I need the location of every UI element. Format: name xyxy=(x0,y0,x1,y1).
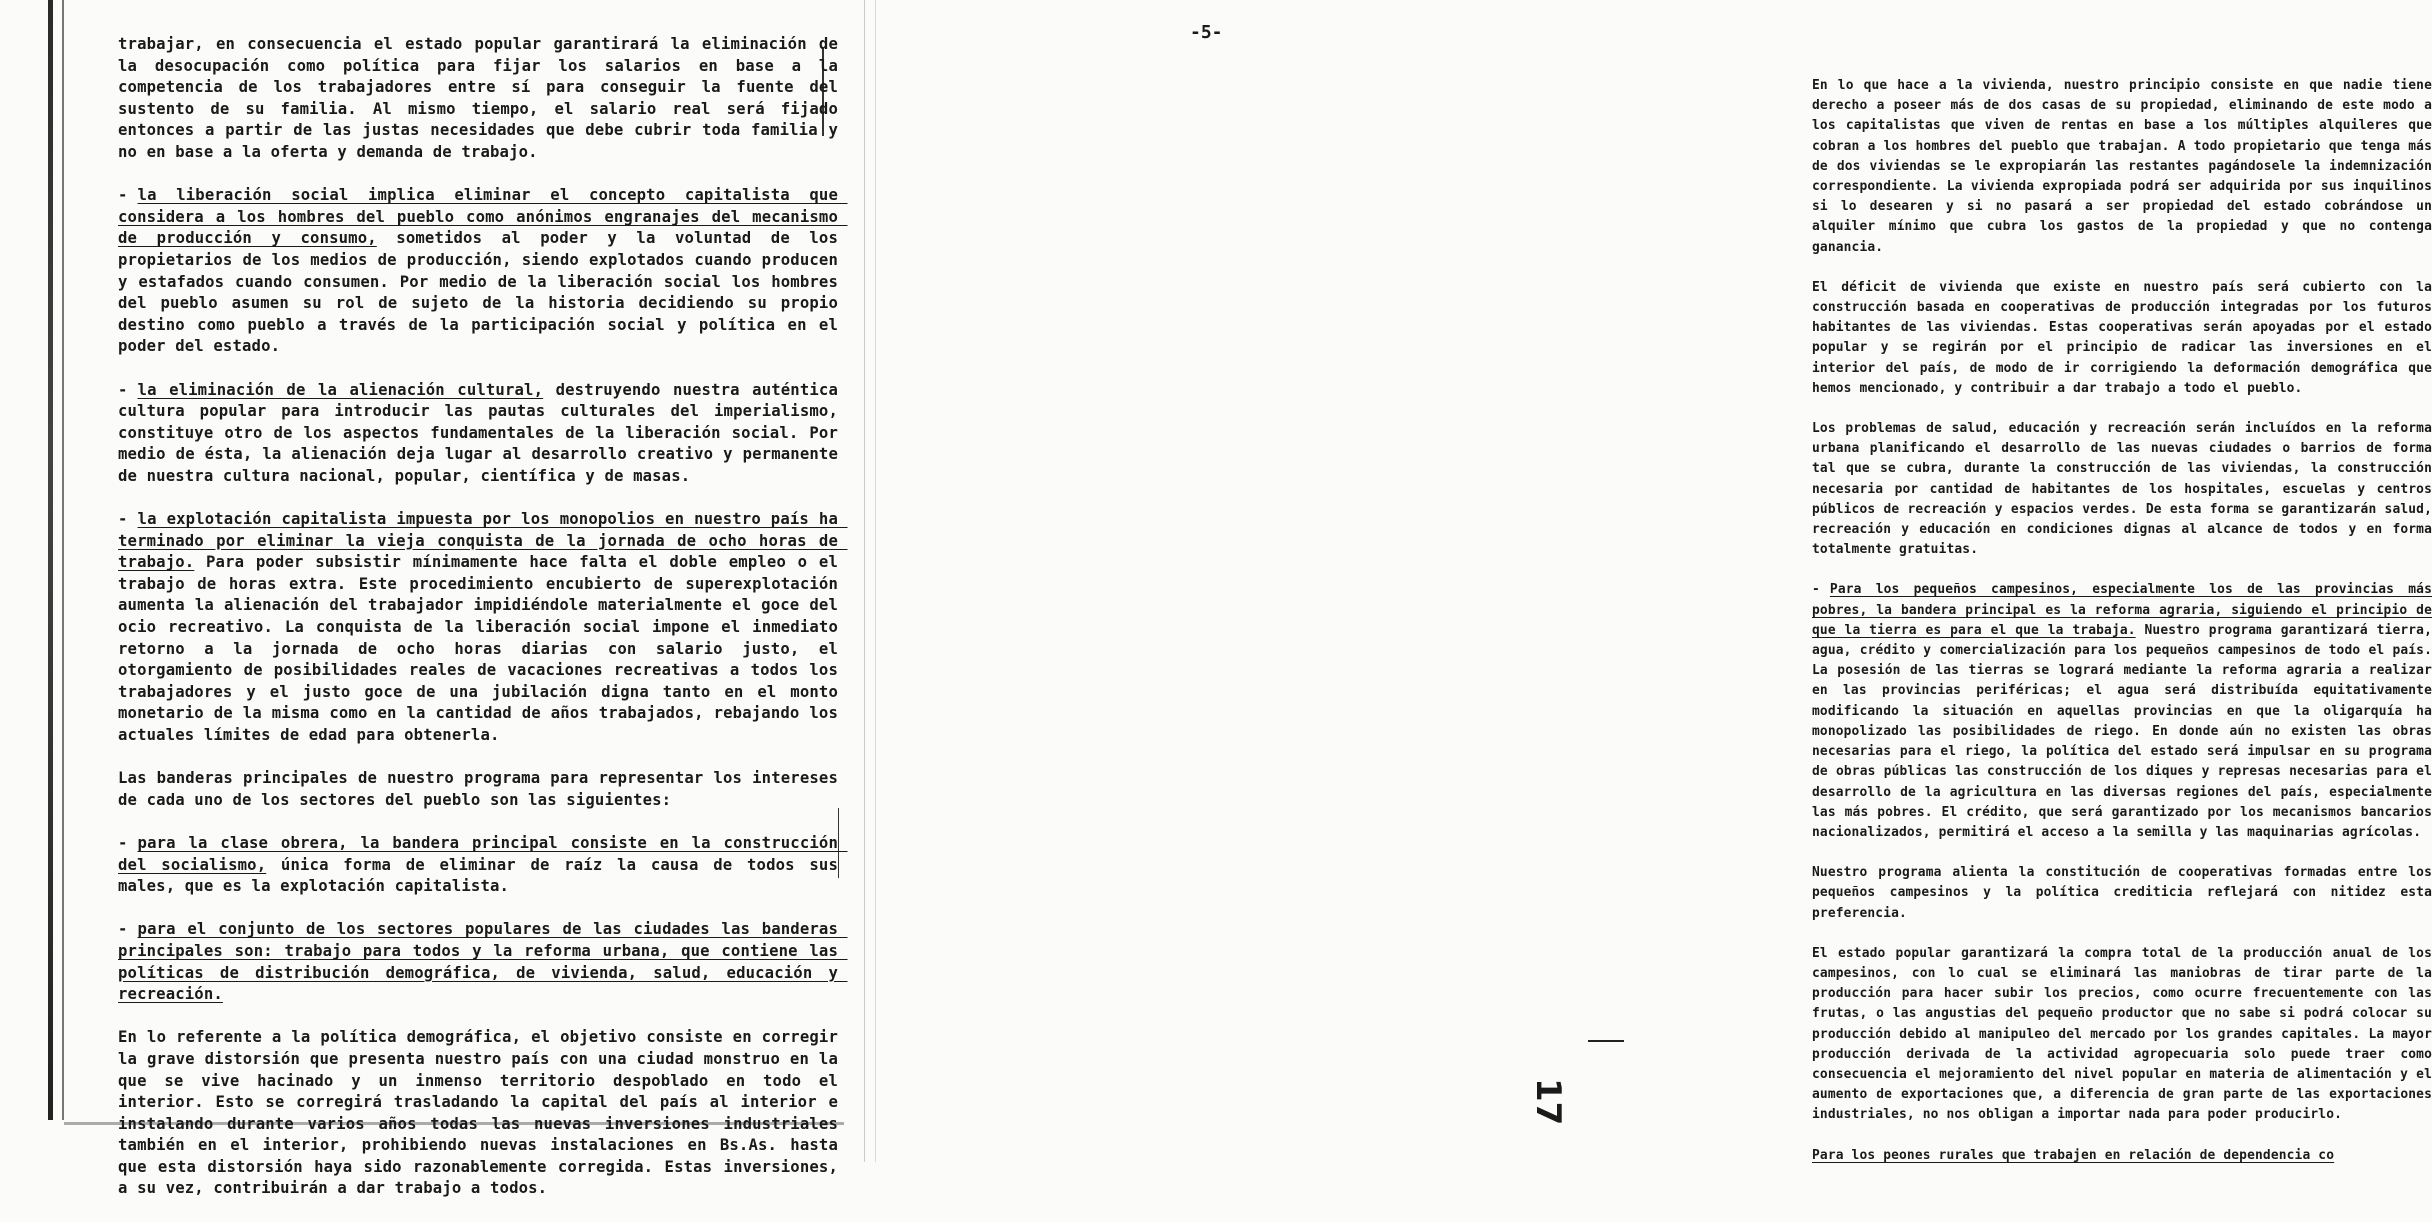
underlined-heading: Para los pequeños campesinos, especialmente los de las provincias más pobres, la bandera principal es la reforma agraria, siguiendo el principio de que la tierra es para el que la trabaja. xyxy=(1812,582,2432,638)
bullet-dash: - xyxy=(118,510,128,529)
paragraph-text: El estado popular garantizará la compra total de la producción anual de los campesinos, con lo cual se eliminará las maniobras de tirar parte de la producción para hacer subir los precios, como ocurre frecuentemente con las frutas, o las angustias del pequeño productor que no sabe si podrá colocar su producción debido al manipuleo del mercado por los grandes capitales. La mayor producción derivada de la actividad agropecuaria solo puede traer como consecuencia el mejoramiento del nivel popular en materia de alimentación y el aumento de exportaciones que, a diferencia de gran parte de las exportaciones industriales, no nos obligan a importar nada para poder producirlo. xyxy=(1812,945,2432,1123)
paragraph-text: En lo que hace a la vivienda, nuestro principio consiste en que nadie tiene derecho a poseer más de dos casas de su propiedad, eliminando de este modo a los capitalistas que viven de rentas en base a los múltiples alquileres que cobran a los hombres del pueblo que trabajan. A todo propietario que tenga más de dos viviendas se le expropiarán las restantes pagándosele la indemnización correspondiente. La vivienda expropiada podrá ser adquirida por sus inquilinos si lo desearen y si no pasará a ser propiedad del estado cobrándose un alquiler mínimo que cubra los gastos de la propiedad y que no contenga ganancia. xyxy=(1812,78,2432,255)
bullet-dash: - xyxy=(1812,582,1820,598)
paragraph-text: Las banderas principales de nuestro programa para representar los intereses de cada uno de los sectores del pueblo son las siguientes: xyxy=(118,769,848,809)
bullet-dash: - xyxy=(118,920,128,939)
page-number: 17 xyxy=(1528,1078,1568,1126)
bullet-dash: - xyxy=(118,186,128,205)
paragraph xyxy=(1812,419,2432,560)
left-page-text xyxy=(118,34,848,1222)
underlined-heading: la explotación capitalista impuesta por los monopolios en nuestro país ha terminado por eliminar la vieja conquista de la jornada de ocho horas de trabajo. xyxy=(118,510,848,572)
paragraph xyxy=(1812,863,2432,924)
paragraph xyxy=(118,1027,848,1200)
underlined-heading: para la clase obrera, la bandera principal consiste en la construcción del socialismo, xyxy=(118,833,848,874)
list-item xyxy=(1812,580,2432,843)
page-header-mark: -5- xyxy=(1190,22,1223,43)
list-item xyxy=(1812,1146,2432,1166)
list-item xyxy=(118,380,848,488)
underlined-heading: para el conjunto de los sectores populares de las ciudades las banderas principales son: trabajo para todos y la reforma urbana, que contiene las políticas de distribución demográfica, de vivienda, salud, educación y recreación. xyxy=(118,920,848,1004)
right-page-text xyxy=(1812,76,2432,1186)
paragraph-text: Nuestro programa alienta la constitución de cooperativas formadas entre los pequeños campesinos y la política crediticia reflejará con nitidez esta preferencia. xyxy=(1812,865,2432,921)
paragraph xyxy=(118,34,848,164)
list-item xyxy=(118,919,848,1005)
paragraph-text: trabajar, en consecuencia el estado popular garantirará la eliminación de la desocupación como política para fijar los salarios en base a la competencia de los trabajadores entre sí para conseguir la fuente del sustento de su familia. Al mismo tiempo, el salario real será fijado entonces a partir de las justas necesidades que debe cubrir toda familia y no en base a la oferta y demanda de trabajo. xyxy=(118,35,848,161)
paragraph-text: En lo referente a la política demográfica, el objetivo consiste en corregir la grave distorsión que presenta nuestro país con una ciudad monstruo en la que se vive hacinado y un inmenso territorio despoblado en todo el interior. Esto se corregirá trasladando la capital del país al interior e instalando durante varios años todas las nuevas inversiones industriales también en el interior, prohibiendo nuevas instalaciones en Bs.As. hasta que esta distorsión haya sido razonablemente corregida. Estas inversiones, a su vez, contribuirán a dar trabajo a todos. xyxy=(118,1028,848,1198)
list-item xyxy=(118,833,848,898)
underlined-heading: la eliminación de la alienación cultural, xyxy=(137,380,544,399)
paragraph xyxy=(1812,278,2432,399)
underlined-heading: Para los peones rurales que trabajen en relación de dependencia co xyxy=(1812,1147,2335,1163)
underlined-heading: la liberación social implica eliminar el concepto capitalista que considera a los hombres del pueblo como anónimos engranajes del mecanismo de producción y consumo, xyxy=(118,186,848,248)
paragraph-text: El déficit de vivienda que existe en nuestro país será cubierto con la construcción basada en cooperativas de producción integradas por los futuros habitantes de las viviendas. Estas cooperativas serán apoyadas por el estado popular y se regirán por el principio de radicar las inversiones en el interior del país, de modo de ir corrigiendo la deformación demográfica que hemos mencionado, y contribuir a dar trabajo a todo el pueblo. xyxy=(1812,279,2432,396)
paragraph-text: Los problemas de salud, educación y recreación serán incluídos en la reforma urbana planificando el desarrollo de las nuevas ciudades o barrios de forma tal que se cubra, durante la construcción de las viviendas, la construcción necesaria por cantidad de habitantes de los hospitales, escuelas y centros públicos de recreación y espacios verdes. De esta forma se garantizarán salud, recreación y educación en condiciones dignas al alcance de todos y en forma totalmente gratuitas. xyxy=(1812,421,2432,558)
paragraph xyxy=(118,768,848,811)
bullet-dash: - xyxy=(118,380,128,399)
paragraph-text: sometidos al poder y la voluntad de los propietarios de los medios de producción, siendo explotados cuando producen y estafados cuando consumen. Por medio de la liberación social los hombres del pueblo asumen su rol de sujeto de la historia decidiendo su propio destino como pueblo a través de la participación social y política en el poder del estado. xyxy=(118,229,848,356)
paragraph-text: destruyendo nuestra auténtica cultura popular para introducir las pautas culturales del imperialismo, constituye otro de los aspectos fundamentales de la liberación social. Por medio de ésta, la alienación deja lugar al desarrollo creativo y permanente de nuestra cultura nacional, popular, científica y de masas. xyxy=(118,380,848,485)
list-item xyxy=(118,509,848,747)
paragraph-text: única forma de eliminar de raíz la causa de todos sus males, que es la explotación capitalista. xyxy=(118,855,848,896)
paragraph-text: Nuestro programa garantizará tierra, agua, crédito y comercialización para los pequeños campesinos de todo el país. La posesión de las tierras se logrará mediante la reforma agraria a realizar en las provincias periféricas; el agua será distribuída equitativamente modificando la situación en aquellas provincias en que la oligarquía ha monopolizado las posibilidades de riego. En donde aún no existen las obras necesarias para el riego, la política del estado será impulsar en su programa de obras públicas las construcción de los diques y represas necesarias para el desarrollo de la agricultura en las diversas regiones del país, especialmente las más pobres. El crédito, que será garantizado por los mecanismos bancarios nacionalizados, permitirá el acceso a la semilla y las maquinarias agrícolas. xyxy=(1812,622,2432,840)
list-item xyxy=(118,185,848,358)
bullet-dash: - xyxy=(118,833,128,852)
right-page xyxy=(860,0,2432,1163)
paragraph-text: Para poder subsistir mínimamente hace falta el doble empleo o el trabajo de horas extra. Este procedimiento encubierto de superexplotación aumenta la alienación del trabajador impidiéndole materialmente el goce del ocio recreativo. La conquista de la liberación social impone el inmediato retorno a la jornada de ocho horas diarias con salario justo, el otorgamiento de posibilidades reales de vacaciones recreativas a todos los trabajadores y el justo goce de una jubilación digna tanto en el monto monetario de la misma como en la cantidad de años trabajados, rebajando los actuales límites de edad para obtenerla. xyxy=(118,553,848,744)
paragraph xyxy=(1812,76,2432,258)
left-page xyxy=(0,0,860,1198)
paragraph xyxy=(1812,944,2432,1126)
